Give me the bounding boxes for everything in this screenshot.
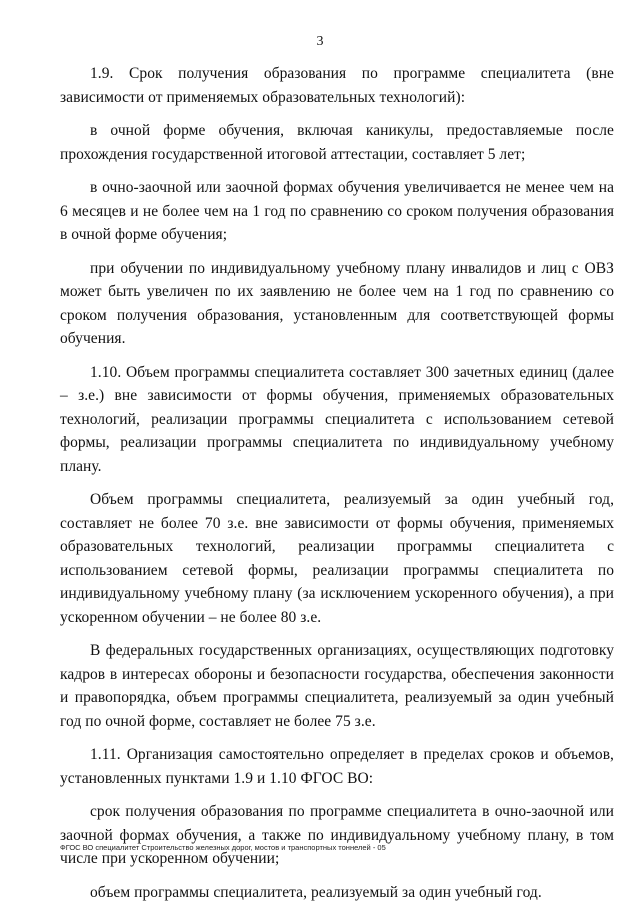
paragraph-individual-plan-term: при обучении по индивидуальному учебному плану инвалидов и лиц с ОВЗ может быть увеличен по их заявлению не более чем на 1 год по сравнению со сроком получения образования, установленным для соответствующей формы обучения.	[60, 259, 614, 347]
page-footer: ФГОС ВО специалитет Строительство железных дорог, мостов и транспортных тоннелей - 05	[60, 843, 386, 852]
paragraph-federal-organizations: В федеральных государственных организациях, осуществляющих подготовку кадров в интересах обороны и безопасности государства, обеспечения законности и правопорядка, объем программы специалитета, реализуемый за один учебный год по очной форме, составляет не более 75 з.е.	[60, 642, 614, 730]
paragraph-full-time-term: в очной форме обучения, включая каникулы, предоставляемые после прохождения государственной итоговой аттестации, составляет 5 лет;	[60, 122, 614, 163]
paragraph-term-determination: срок получения образования по программе специалитета в очно-заочной или заочной формах обучения, а также по индивидуальному учебному плану, в том числе при ускоренном обучении;	[60, 803, 614, 867]
paragraph-volume-determination: объем программы специалитета, реализуемый за один учебный год.	[90, 883, 542, 901]
paragraph-1-9: 1.9. Срок получения образования по программе специалитета (вне зависимости от применяемых образовательных технологий):	[60, 65, 614, 106]
paragraph-annual-volume: Объем программы специалитета, реализуемый за один учебный год, составляет не более 70 з.е. вне зависимости от формы обучения, применяемых образовательных технологий, реализации программы специалитета с использованием сетевой формы, реализации программы специалитета по индивидуальному учебному плану (за исключением ускоренного обучения), а при ускоренном обучении – не более 80 з.е.	[60, 491, 614, 626]
paragraph-1-11: 1.11. Организация самостоятельно определяет в пределах сроков и объемов, установленных пунктами 1.9 и 1.10 ФГОС ВО:	[60, 746, 614, 787]
paragraph-part-time-term: в очно-заочной или заочной формах обучения увеличивается не менее чем на 6 месяцев и не более чем на 1 год по сравнению со сроком получения образования в очной форме обучения;	[60, 179, 614, 243]
page-number: 3	[316, 34, 324, 49]
document-body	[60, 62, 614, 914]
paragraph-1-10: 1.10. Объем программы специалитета составляет 300 зачетных единиц (далее – з.е.) вне зависимости от формы обучения, применяемых образовательных технологий, реализации программы специалитета с использованием сетевой формы, реализации программы специалитета по индивидуальному учебному плану.	[60, 363, 614, 475]
